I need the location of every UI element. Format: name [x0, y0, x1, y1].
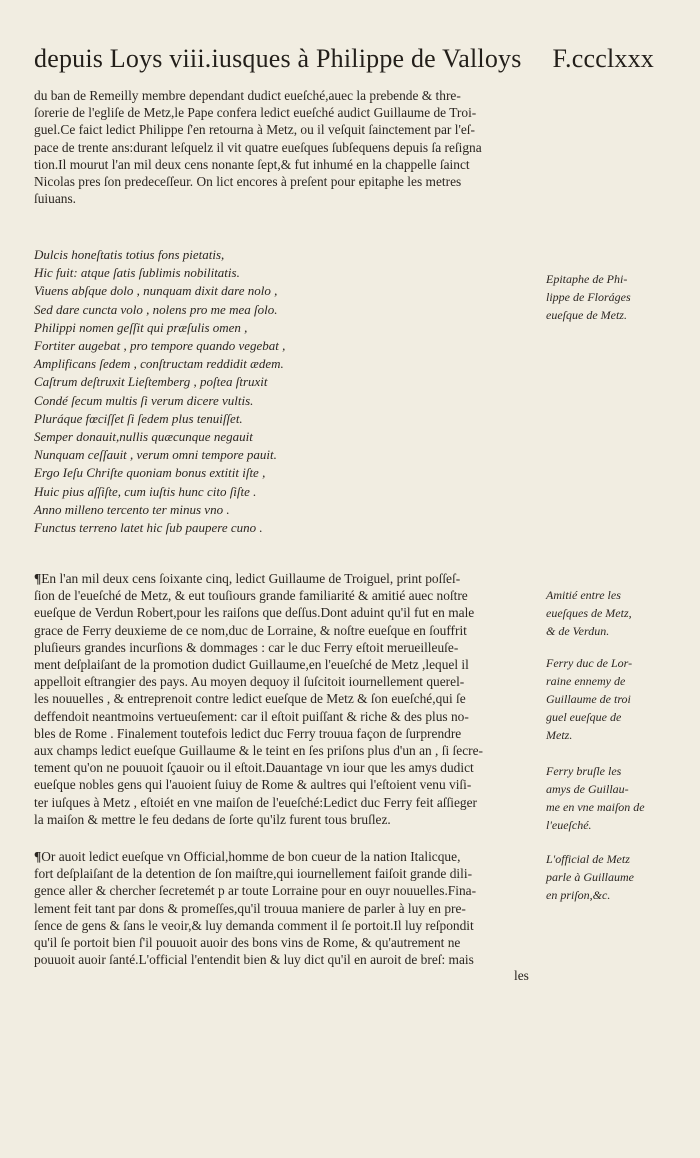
margin-note-ferry-brusle [546, 762, 676, 834]
margin-note-line: eueſques de Metz, [546, 606, 632, 620]
text-line: fort deſplaiſant de la detention de ſon maiſtre,qui iournellement faiſoit grande dili- [34, 866, 473, 882]
text-line: ſion de l'eueſché de Metz, & eut touſiours grande familiarité & amitié auec noſtre [34, 588, 468, 604]
verse-line: Pluráque fœciſſet ſi ſedem plus tenuiſſet. [34, 410, 243, 426]
margin-note-line: en priſon,&c. [546, 888, 611, 902]
text-line: la maiſon & mettre le feu dedans de ſorte qu'ilz furent tous bruſlez. [34, 811, 391, 827]
verse-line: Sed dare cuncta volo , nolens pro me mea ſolo. [34, 301, 278, 317]
text-line: ſorerie de l'egliſe de Metz,le Pape confera ledict eueſché audict Guillaume de Troi- [34, 105, 477, 121]
pilcrow-mark: ¶ [34, 571, 42, 586]
text-line: pouuoit auoir ſanté.L'official l'entendit bien & luy dict qu'il en auroit de breſ: mais [34, 952, 474, 968]
text-line: eueſque nobles gens qui l'auoient ſuiuy de Rome & aultres qui l'eſtoient venu viſi- [34, 777, 472, 793]
show-through-ghost-text [620, 108, 690, 258]
text-line: ſuiuans. [34, 191, 77, 207]
epitaph-verse [34, 246, 514, 537]
text-line: deffendoit neantmoins vertueuſement: car il eſtoit puiſſant & riche & des plus no- [34, 708, 469, 724]
text-line: guel.Ce faict ledict Philippe ſ'en retourna à Metz, ou il veſquit ſainctement par l'eſ- [34, 122, 475, 138]
verse-line: Hic fuit: atque ſatis ſublimis nobilitatis. [34, 265, 240, 281]
text-line: pluſieurs grandes incurſions & dommages : car le duc Ferry eſtoit merueilleuſe- [34, 639, 459, 655]
verse-line: Condé ſecum multis ſi verum dicere vultis. [34, 392, 254, 408]
text-line: tement qu'on ne pouuoit ſçauoir ou il eſtoit.Dauantage vn iour que les amys dudict [34, 760, 474, 776]
paragraph-3 [34, 848, 540, 968]
verse-line: Amplificans ſedem , conſtructam reddidit ædem. [34, 356, 284, 372]
margin-note-line: & de Verdun. [546, 624, 610, 638]
text-line: eueſque de Verdun Robert,pour les raiſons que deſſus.Dont aduint qu'il fut en male [34, 605, 475, 621]
pilcrow-mark: ¶ [34, 849, 42, 864]
verse-line: Caſtrum deſtruxit Lieſtemberg , poſtea ſtruxit [34, 374, 268, 390]
verse-line: Anno milleno tercento ter minus vno . [34, 501, 230, 517]
verse-line: Functus terreno latet hic ſub paupere cuno . [34, 520, 263, 536]
text-line-content: En l'an mil deux cens ſoixante cinq, ledict Guillaume de Troiguel, print poſſeſ- [41, 571, 461, 586]
text-line: ment deſplaiſant de la promotion dudict Guillaume,en l'eueſché de Metz ,lequel il [34, 657, 469, 673]
text-line: les nouuelles , & entreprenoit contre ledict eueſque de Metz & ſon eueſché,qui ſe [34, 691, 466, 707]
text-line: du ban de Remeilly membre dependant dudict eueſché,auec la prebende & thre- [34, 88, 461, 103]
margin-note-line: l'eueſché. [546, 818, 592, 832]
margin-note-line: Ferry bruſle les [546, 764, 622, 778]
paragraph-1 [34, 87, 540, 207]
margin-note-line: me en vne maiſon de [546, 800, 645, 814]
margin-note-line: Guillaume de troi [546, 692, 631, 706]
verse-line: Viuens abſque dolo , nunquam dixit dare nolo , [34, 283, 278, 299]
text-line: Nicolas pres ſon predeceſſeur. On lict encores à preſent pour epitaphe les metres [34, 174, 462, 190]
paragraph-2 [34, 570, 540, 828]
running-head [34, 44, 654, 74]
margin-note-line: lippe de Floráges [546, 290, 631, 304]
text-line: tion.Il mourut l'an mil deux cens nonante ſept,& fut inhumé en la chappelle ſainct [34, 156, 470, 172]
margin-note-line: Amitié entre les [546, 588, 621, 602]
text-line: pace de trente ans:durant leſquelz il vit quatre eueſques ſubſequens depuis ſa reſigna [34, 139, 482, 155]
margin-note-line: raine ennemy de [546, 674, 626, 688]
margin-note-amitie [546, 586, 676, 640]
verse-line: Dulcis honeſtatis totius fons pietatis, [34, 247, 225, 262]
margin-note-line: Ferry duc de Lor- [546, 656, 633, 670]
margin-note-line: eueſque de Metz. [546, 308, 627, 322]
margin-note-line: amys de Guillau- [546, 782, 629, 796]
verse-line: Huic pius aſſiſte, cum iuſtis hunc cito ſiſte . [34, 483, 257, 499]
verse-line: Nunquam ceſſauit , verum omni tempore pauit. [34, 447, 277, 463]
margin-note-epitaphe [546, 270, 676, 324]
text-line-content: Or auoit ledict eueſque vn Official,homme de bon cueur de la nation Italicque, [41, 849, 461, 864]
margin-note-official [546, 850, 676, 904]
margin-note-line: Metz. [546, 728, 573, 742]
text-line: bles de Rome . Finalement toutefois ledict duc Ferry trouua façon de ſurprendre [34, 725, 462, 741]
text-line: ter iuſques à Metz , eſtoiét en vne maiſon de l'eueſché:Ledict duc Ferry feit aſſieger [34, 794, 478, 810]
text-line [34, 570, 540, 587]
text-line: lement feit tant par dons & promeſſes,qu'il trouua maniere de parler à luy en pre- [34, 900, 466, 916]
margin-note-line: Epitaphe de Phi- [546, 272, 628, 286]
verse-line: Semper donauit,nullis quæcunque negauit [34, 429, 253, 445]
margin-note-line: L'official de Metz [546, 852, 630, 866]
margin-note-line: guel eueſque de [546, 710, 622, 724]
margin-note-line: parle à Guillaume [546, 870, 634, 884]
text-line: ſence de gens & ſans le veoir,& luy demanda comment il ſe portoit.Il luy reſpondit [34, 917, 474, 933]
text-line: qu'il ſe portoit bien ſ'il pouuoit auoir des bons vins de Rome, & qu'autrement ne [34, 935, 461, 951]
catchword: les [514, 968, 529, 983]
verse-line: Philippi nomen geſſit qui præſulis omen , [34, 319, 248, 335]
text-line [34, 848, 540, 865]
running-head-title: depuis Loys viii.iusques à Philippe de Valloys [34, 44, 522, 73]
margin-note-ferry-duc [546, 654, 676, 744]
verse-line: Fortiter augebat , pro tempore quando vegebat , [34, 338, 286, 354]
folio-number: F.ccclxxx [552, 44, 654, 73]
text-line: appelloit eſtrangier des pays. Au moyen dequoy il ſuſcitoit iournellement querel- [34, 674, 465, 690]
verse-line: Ergo Ieſu Chriſte quoniam bonus extitit iſte , [34, 465, 266, 481]
text-line: grace de Ferry deuxieme de ce nom,duc de Lorraine, & noſtre eueſque en ſouffrit [34, 622, 467, 638]
text-line: gence aller & chercher ſecretemét p ar toute Lorraine pour en ouyr nouuelles.Fina- [34, 883, 477, 899]
text-line: aux champs ledict eueſque Guillaume & le teint en ſes priſons plus d'un an , ſi ſecre- [34, 743, 484, 759]
